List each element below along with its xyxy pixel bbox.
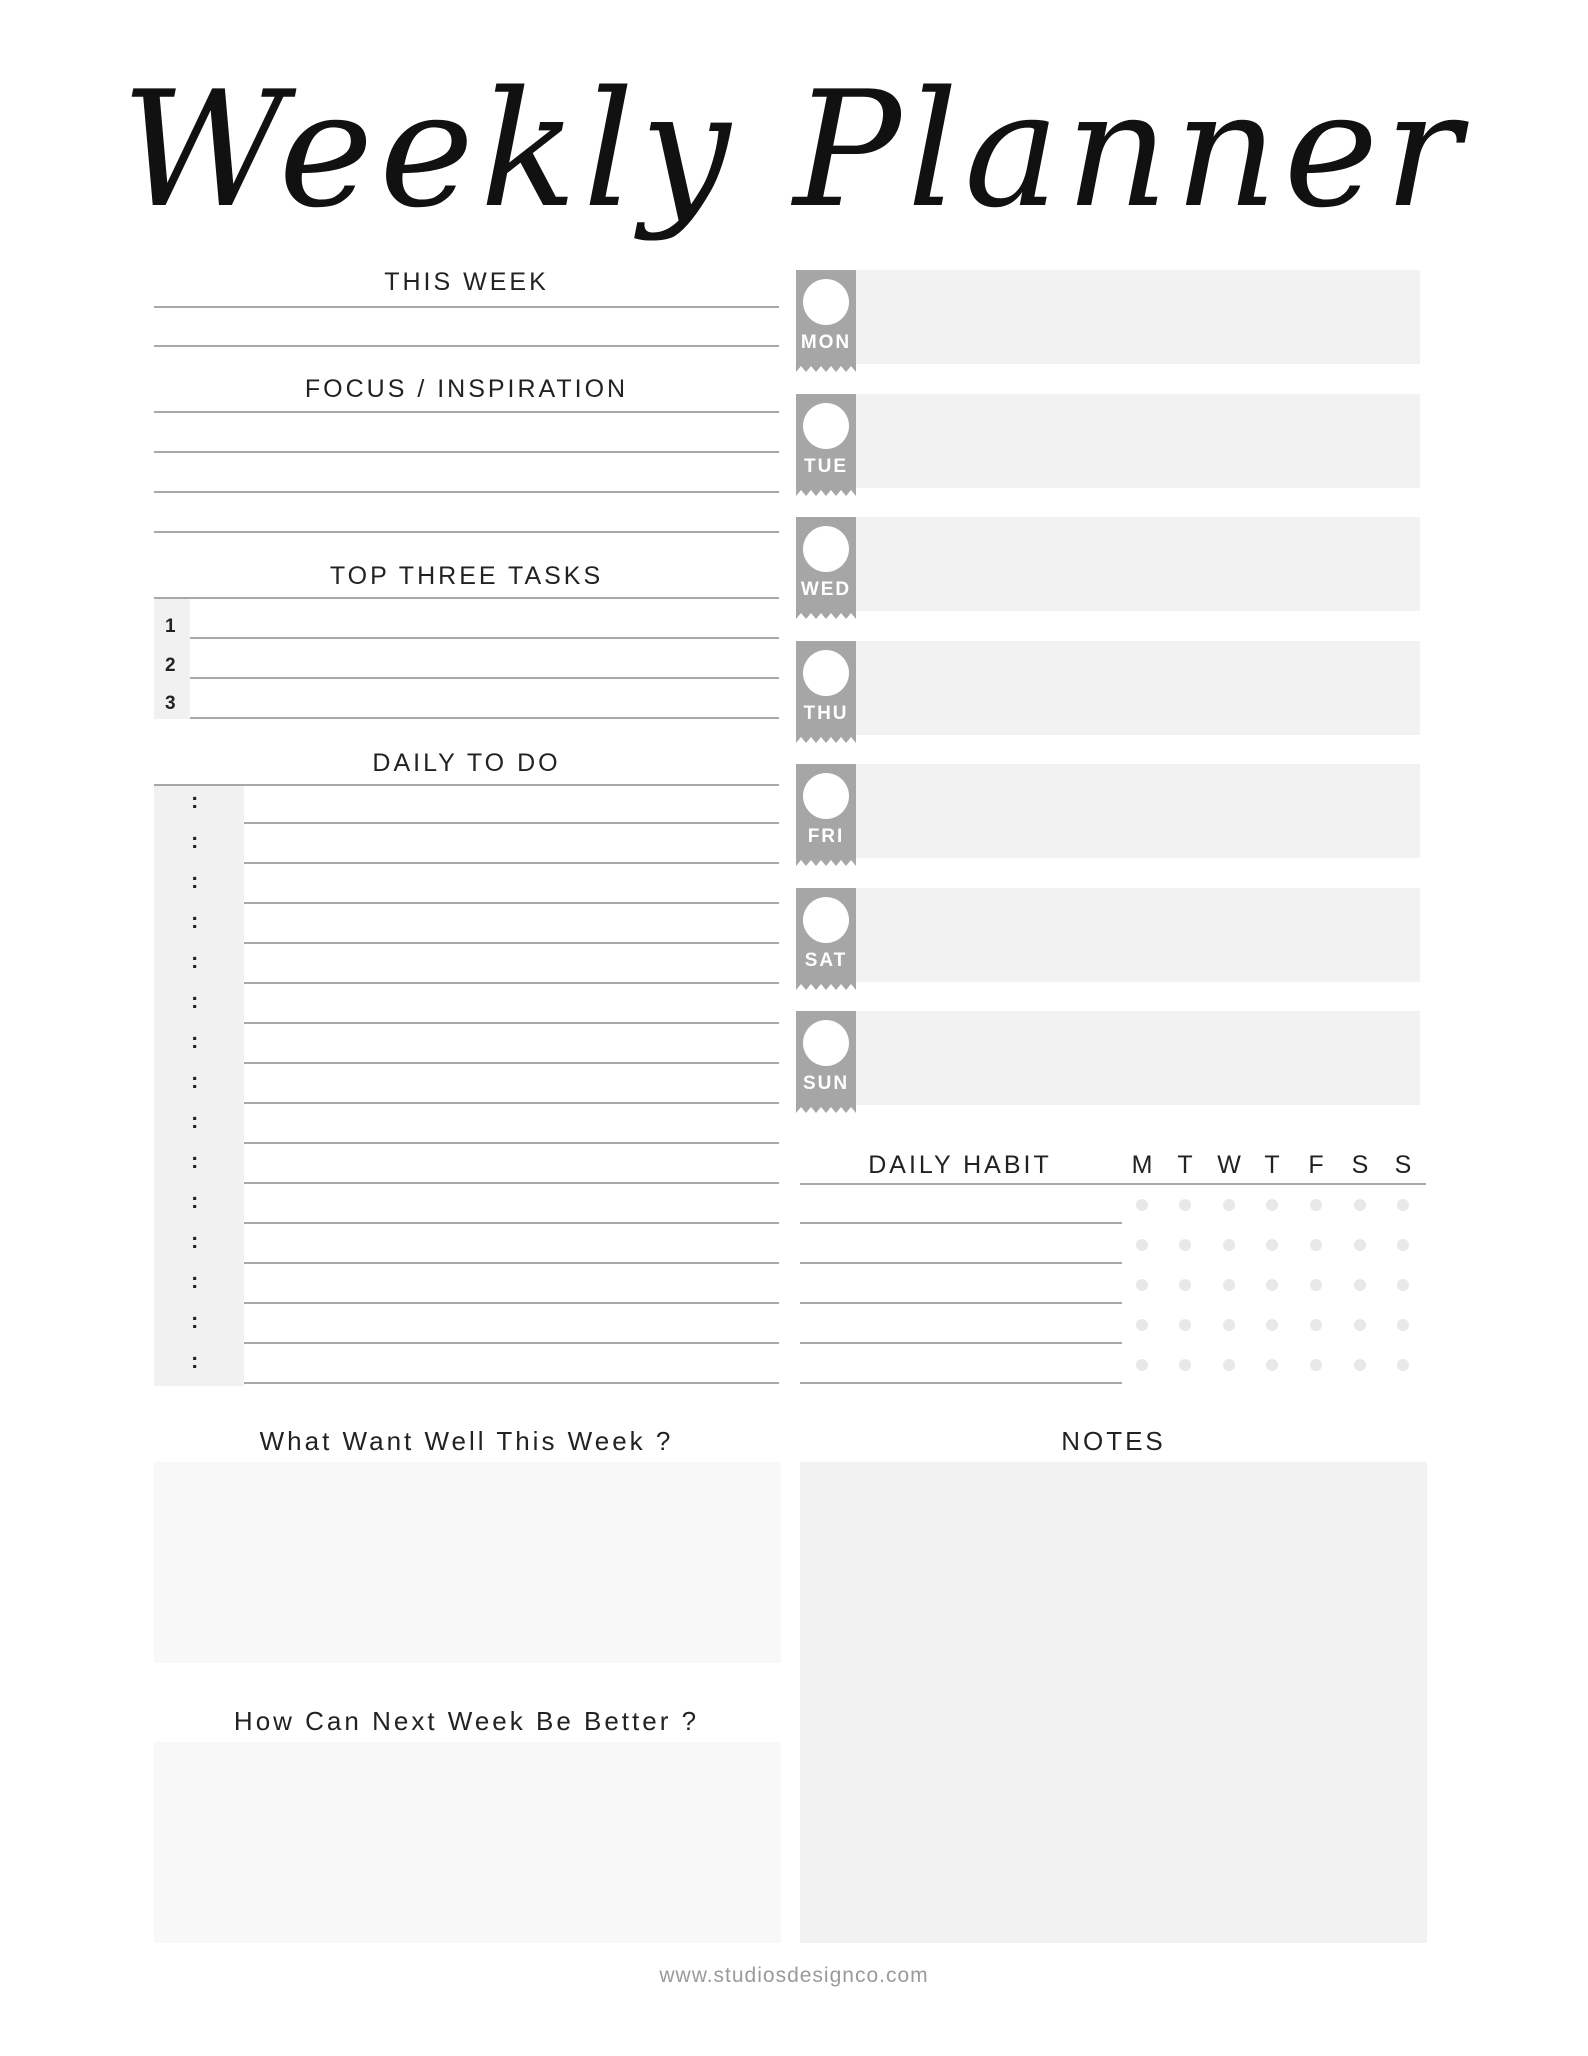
focus-line xyxy=(154,451,779,453)
habit-dot[interactable] xyxy=(1266,1199,1278,1211)
todo-line[interactable] xyxy=(244,1262,779,1264)
todo-line[interactable] xyxy=(244,1342,779,1344)
habit-dot[interactable] xyxy=(1266,1359,1278,1371)
task-number: 2 xyxy=(165,655,176,676)
todo-line[interactable] xyxy=(244,1302,779,1304)
habit-dot[interactable] xyxy=(1223,1199,1235,1211)
time-separator: : xyxy=(191,1268,199,1293)
day-block-sat[interactable] xyxy=(796,888,1420,982)
habit-dot[interactable] xyxy=(1266,1279,1278,1291)
time-separator: : xyxy=(191,1148,199,1173)
habit-dot[interactable] xyxy=(1310,1199,1322,1211)
day-label-sun: SUN xyxy=(802,1073,850,1094)
habit-dot[interactable] xyxy=(1179,1279,1191,1291)
habit-dot[interactable] xyxy=(1310,1359,1322,1371)
habit-dot[interactable] xyxy=(1397,1279,1409,1291)
habit-top-line xyxy=(800,1183,1426,1185)
went-well-heading: What Want Well This Week ? xyxy=(259,1426,674,1456)
todo-line[interactable] xyxy=(244,822,779,824)
focus-line xyxy=(154,531,779,533)
habit-day-letter: S xyxy=(1351,1151,1369,1179)
todo-top-line xyxy=(154,784,779,786)
habit-dot[interactable] xyxy=(1310,1239,1322,1251)
this-week-line xyxy=(154,345,779,347)
day-circle xyxy=(803,1020,849,1066)
habit-dot[interactable] xyxy=(1397,1359,1409,1371)
habit-day-letter: T xyxy=(1177,1151,1193,1179)
habit-day-letter: M xyxy=(1131,1151,1153,1179)
habit-day-letter: F xyxy=(1308,1151,1324,1179)
habit-dot[interactable] xyxy=(1266,1319,1278,1331)
time-separator: : xyxy=(191,1068,199,1093)
habit-dot[interactable] xyxy=(1397,1199,1409,1211)
this-week-heading: THIS WEEK xyxy=(384,268,549,296)
todo-line[interactable] xyxy=(244,1022,779,1024)
task-line xyxy=(190,717,779,719)
habit-line[interactable] xyxy=(800,1262,1122,1264)
day-circle xyxy=(803,403,849,449)
day-block-tue[interactable] xyxy=(796,394,1420,488)
zigzag-edge xyxy=(796,735,856,743)
habit-day-letter: T xyxy=(1264,1151,1280,1179)
zigzag-edge xyxy=(796,858,856,866)
day-label-wed: WED xyxy=(800,579,852,600)
focus-line xyxy=(154,411,779,413)
habit-day-letter: W xyxy=(1217,1151,1241,1179)
zigzag-edge xyxy=(796,488,856,496)
habit-dot[interactable] xyxy=(1179,1359,1191,1371)
habit-dot[interactable] xyxy=(1179,1319,1191,1331)
habit-dot[interactable] xyxy=(1136,1319,1148,1331)
focus-line xyxy=(154,491,779,493)
habit-dot[interactable] xyxy=(1354,1239,1366,1251)
task-number: 1 xyxy=(165,616,176,637)
todo-line[interactable] xyxy=(244,982,779,984)
day-block-wed[interactable] xyxy=(796,517,1420,611)
this-week-line xyxy=(154,306,779,308)
title-text: Weekly Planner xyxy=(121,56,1467,243)
time-separator: : xyxy=(191,1228,199,1253)
next-week-box[interactable] xyxy=(154,1742,781,1943)
time-separator: : xyxy=(191,1028,199,1053)
habit-dot[interactable] xyxy=(1354,1279,1366,1291)
habit-dot[interactable] xyxy=(1354,1319,1366,1331)
time-separator: : xyxy=(191,828,199,853)
time-separator: : xyxy=(191,948,199,973)
habit-dot[interactable] xyxy=(1223,1279,1235,1291)
day-label-mon: MON xyxy=(800,332,852,353)
time-separator: : xyxy=(191,788,199,813)
time-separator: : xyxy=(191,908,199,933)
habit-dot[interactable] xyxy=(1136,1359,1148,1371)
page-title xyxy=(0,30,1588,270)
todo-line[interactable] xyxy=(244,1062,779,1064)
time-separator: : xyxy=(191,988,199,1013)
todo-line[interactable] xyxy=(244,1142,779,1144)
habit-dot[interactable] xyxy=(1179,1239,1191,1251)
day-block-thu[interactable] xyxy=(796,641,1420,735)
day-circle xyxy=(803,650,849,696)
day-circle xyxy=(803,279,849,325)
day-block-fri[interactable] xyxy=(796,764,1420,858)
habit-dot[interactable] xyxy=(1397,1239,1409,1251)
time-separator: : xyxy=(191,1308,199,1333)
todo-line[interactable] xyxy=(244,1222,779,1224)
day-block-sun[interactable] xyxy=(796,1011,1420,1105)
habit-line[interactable] xyxy=(800,1382,1122,1384)
task-line xyxy=(190,677,779,679)
habit-dot[interactable] xyxy=(1136,1279,1148,1291)
zigzag-edge xyxy=(796,1105,856,1113)
habit-dot[interactable] xyxy=(1179,1199,1191,1211)
habit-dot[interactable] xyxy=(1223,1359,1235,1371)
habit-dot[interactable] xyxy=(1266,1239,1278,1251)
habit-dot[interactable] xyxy=(1223,1319,1235,1331)
todo-line[interactable] xyxy=(244,1382,779,1384)
day-label-thu: THU xyxy=(803,702,849,724)
habit-dot[interactable] xyxy=(1136,1239,1148,1251)
notes-heading: NOTES xyxy=(1061,1426,1166,1456)
day-circle xyxy=(803,897,849,943)
time-column xyxy=(154,786,244,1386)
habit-dot[interactable] xyxy=(1354,1359,1366,1371)
time-separator: : xyxy=(191,1348,199,1373)
notes-box[interactable] xyxy=(800,1462,1427,1943)
time-separator: : xyxy=(191,1108,199,1133)
zigzag-edge xyxy=(796,364,856,372)
zigzag-edge xyxy=(796,611,856,619)
todo-line[interactable] xyxy=(244,902,779,904)
todo-line[interactable] xyxy=(244,862,779,864)
habit-dot[interactable] xyxy=(1397,1319,1409,1331)
daily-todo-heading: DAILY TO DO xyxy=(372,749,561,777)
time-separator: : xyxy=(191,1188,199,1213)
daily-habit-heading: DAILY HABIT xyxy=(868,1151,1052,1179)
focus-heading: FOCUS / INSPIRATION xyxy=(304,375,629,403)
habit-line[interactable] xyxy=(800,1342,1122,1344)
habit-dot[interactable] xyxy=(1310,1279,1322,1291)
todo-line[interactable] xyxy=(244,1182,779,1184)
habit-dot[interactable] xyxy=(1136,1199,1148,1211)
went-well-box[interactable] xyxy=(154,1462,781,1663)
top-three-heading: TOP THREE TASKS xyxy=(329,562,604,590)
habit-line[interactable] xyxy=(800,1222,1122,1224)
zigzag-edge xyxy=(796,982,856,990)
next-week-heading: How Can Next Week Be Better ? xyxy=(233,1706,700,1736)
habit-dot[interactable] xyxy=(1310,1319,1322,1331)
day-circle xyxy=(803,526,849,572)
todo-line[interactable] xyxy=(244,942,779,944)
habit-dot[interactable] xyxy=(1223,1239,1235,1251)
day-block-mon[interactable] xyxy=(796,270,1420,364)
time-separator: : xyxy=(191,868,199,893)
habit-day-letter: S xyxy=(1394,1151,1412,1179)
day-circle xyxy=(803,773,849,819)
habit-line[interactable] xyxy=(800,1302,1122,1304)
day-label-tue: TUE xyxy=(804,455,848,477)
day-label-sat: SAT xyxy=(804,949,848,971)
top-three-line xyxy=(154,597,779,599)
day-label-fri: FRI xyxy=(807,826,845,847)
footer-url[interactable]: www.studiosdesignco.com xyxy=(659,1964,929,1987)
todo-line[interactable] xyxy=(244,1102,779,1104)
task-line xyxy=(190,637,779,639)
task-number: 3 xyxy=(165,693,176,714)
habit-dot[interactable] xyxy=(1354,1199,1366,1211)
